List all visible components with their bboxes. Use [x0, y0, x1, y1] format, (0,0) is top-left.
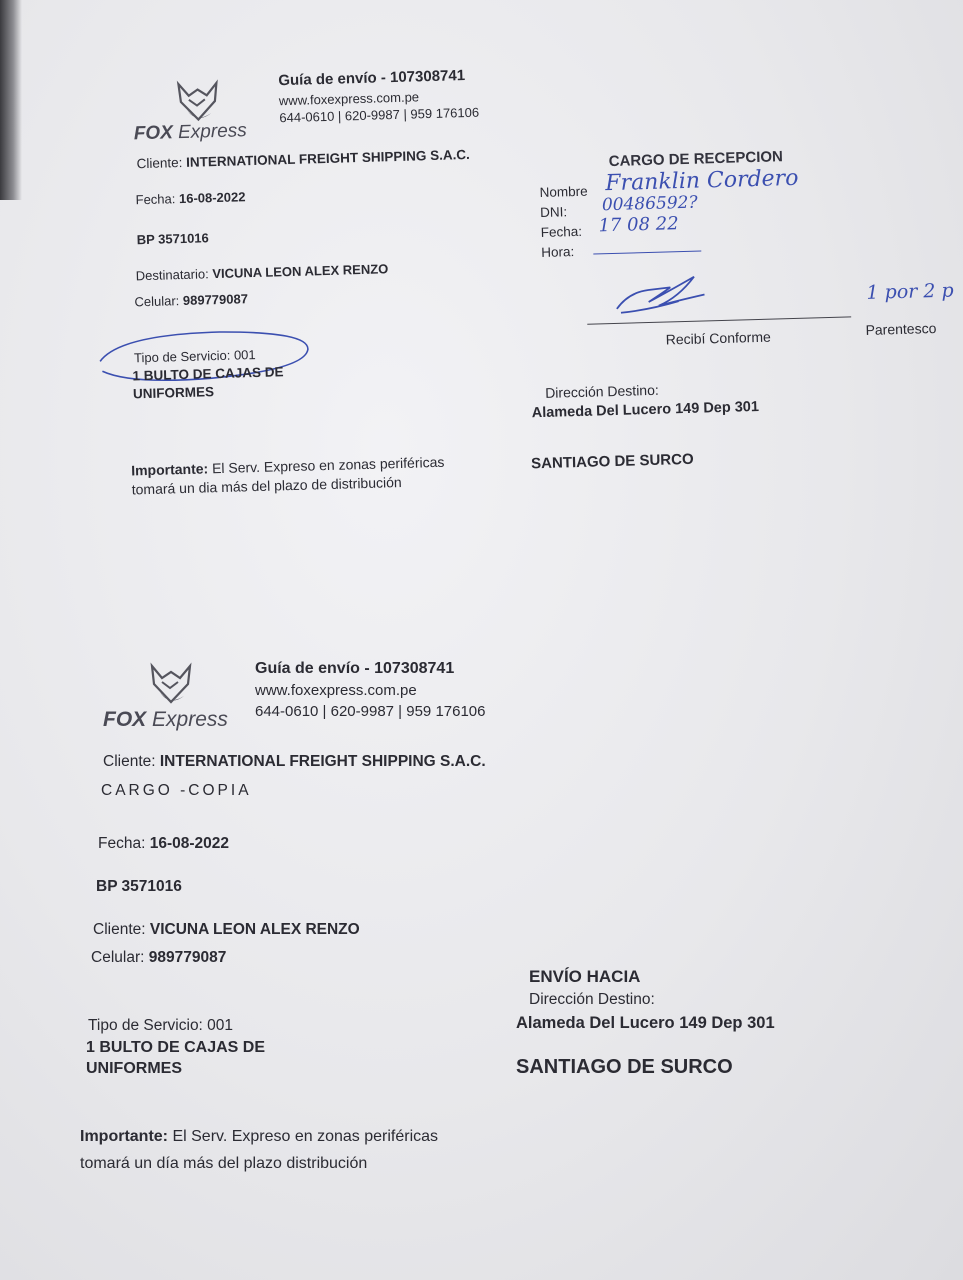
bp-number: BP 3571016	[136, 230, 209, 248]
fox-head-icon	[146, 662, 196, 710]
package-line-2: UNIFORMES	[86, 1060, 182, 1077]
receipt-date-handwritten: 17 08 22	[598, 213, 679, 237]
district: SANTIAGO DE SURCO	[516, 1056, 733, 1078]
destination-label: Dirección Destino:	[529, 991, 655, 1008]
website: www.foxexpress.com.pe	[255, 682, 417, 699]
date-line: Fecha: 16-08-2022	[98, 835, 229, 852]
received-label: Recibí Conforme	[665, 328, 771, 348]
destination-label: Dirección Destino:	[544, 381, 659, 401]
cell-line: Celular: 989779087	[134, 291, 249, 310]
guide-title: Guía de envío - 107308741	[278, 67, 466, 90]
important-line-1: Importante: El Serv. Expreso en zonas periféricas	[130, 453, 445, 479]
receipt-title: CARGO DE RECEPCION	[608, 148, 784, 171]
guide-title: Guía de envío - 107308741	[255, 660, 455, 677]
receipt-name-label: Nombre	[539, 183, 588, 201]
receipt-dni-handwritten: 00486592?	[601, 192, 698, 216]
phones: 644-0610 | 620-9987 | 959 176106	[279, 104, 480, 126]
ship-to-heading: ENVÍO HACIA	[529, 967, 641, 986]
client-line: Cliente: INTERNATIONAL FREIGHT SHIPPING S.A.C.	[103, 753, 486, 770]
phones: 644-0610 | 620-9987 | 959 176106	[255, 703, 486, 720]
receipt-date-label: Fecha:	[540, 223, 583, 240]
important-line-1: Importante: El Serv. Expreso en zonas periféricas	[80, 1128, 439, 1145]
recipient-line: Cliente: VICUNA LEON ALEX RENZO	[93, 921, 360, 938]
top-waybill	[0, 0, 963, 520]
handwritten-signature	[608, 270, 719, 323]
bottom-waybill-copy	[0, 640, 963, 1200]
cell-line: Celular: 989779087	[91, 949, 227, 966]
copy-label: CARGO -COPIA	[101, 782, 252, 799]
date-line: Fecha: 16-08-2022	[135, 189, 246, 208]
relationship-label: Parentesco	[865, 319, 937, 338]
district: SANTIAGO DE SURCO	[530, 450, 694, 473]
important-line-2: tomará un dia más del plazo de distribución	[131, 473, 402, 498]
package-line-1: 1 BULTO DE CAJAS DE	[132, 364, 284, 384]
recipient-line: Destinatario: VICUNA LEON ALEX RENZO	[135, 261, 389, 284]
brand-logo-text: FOX Express	[133, 120, 248, 145]
destination-address: Alameda Del Lucero 149 Dep 301	[516, 1014, 775, 1032]
service-type: Tipo de Servicio: 001	[88, 1017, 234, 1034]
package-line-2: UNIFORMES	[132, 384, 215, 402]
relationship-handwritten: 1 por 2 p	[866, 279, 954, 304]
important-line-2: tomará un día más del plazo distribución	[80, 1155, 368, 1172]
bp-number: BP 3571016	[96, 878, 182, 895]
receipt-time-underline	[593, 251, 701, 255]
receipt-dni-label: DNI:	[539, 204, 568, 220]
receipt-time-label: Hora:	[541, 244, 575, 260]
service-type: Tipo de Servicio: 001	[133, 347, 256, 366]
brand-logo-text: FOX Express	[103, 708, 228, 731]
website: www.foxexpress.com.pe	[278, 89, 420, 109]
receipt-name-handwritten: Franklin Cordero	[605, 165, 799, 197]
client-line: Cliente: INTERNATIONAL FREIGHT SHIPPING S.A.C.	[136, 146, 471, 172]
package-line-1: 1 BULTO DE CAJAS DE	[86, 1039, 265, 1056]
destination-address: Alameda Del Lucero 149 Dep 301	[531, 398, 760, 422]
